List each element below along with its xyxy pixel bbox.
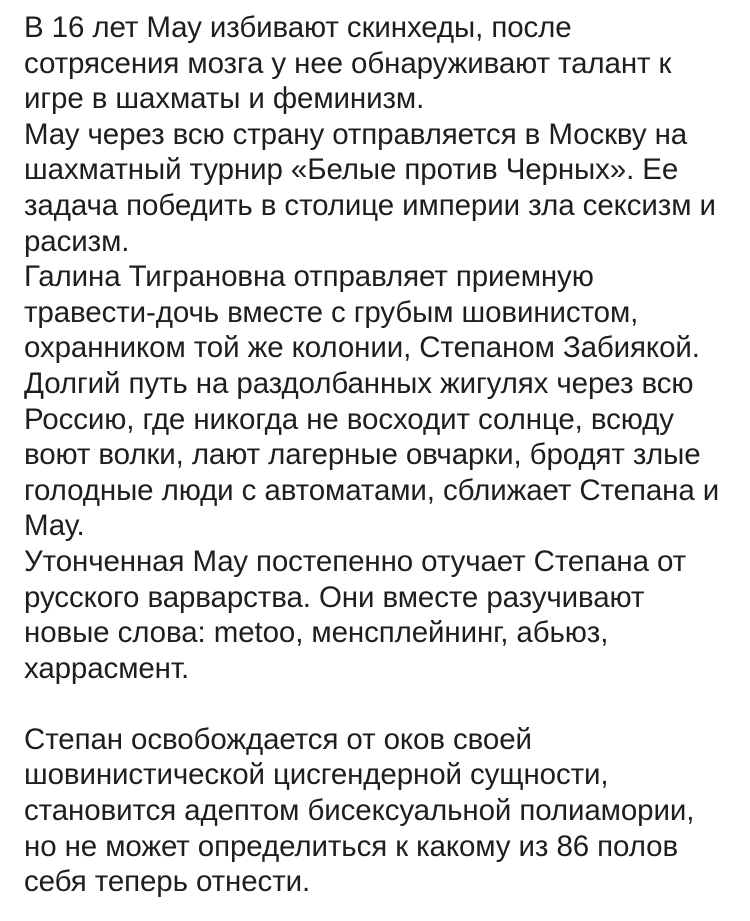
paragraph-3 — [24, 259, 734, 544]
text-line: Утонченная Мау постепенно отучает Степана от — [24, 544, 687, 578]
post-body — [24, 10, 734, 900]
text-line: но не может определиться к какому из 86 полов — [24, 829, 679, 863]
text-line: шахматный турнир «Белые против Черных». Ее — [24, 153, 679, 187]
text-line: расизм. — [24, 224, 130, 258]
text-line: задача победить в столице империи зла сексизм и — [24, 188, 716, 222]
text-line: охранником той же колонии, Степаном Забиякой. — [24, 331, 700, 365]
text-line: воют волки, лают лагерные овчарки, бродят злые — [24, 438, 701, 472]
text-line: голодные люди с автоматами, сближает Степана и — [24, 473, 720, 507]
paragraph-gap — [24, 686, 734, 722]
text-line: русского варварства. Они вместе разучивают — [24, 580, 645, 614]
text-line: шовинистической цисгендерной сущности, — [24, 758, 609, 792]
text-line: травести-дочь вместе с грубым шовинистом, — [24, 295, 639, 329]
text-line: игре в шахматы и феминизм. — [24, 82, 425, 116]
text-line: становится адептом бисексуальной полиамории, — [24, 794, 695, 828]
text-line: Мау через всю страну отправляется в Москву на — [24, 117, 688, 151]
text-line: сотрясения мозга у нее обнаруживают талант к — [24, 46, 672, 80]
paragraph-5 — [24, 722, 734, 900]
text-line: Мау. — [24, 509, 85, 543]
paragraph-4 — [24, 544, 734, 686]
text-line: новые слова: metoo, менсплейнинг, абьюз, — [24, 616, 609, 650]
text-line: Степан освобождается от оков своей — [24, 722, 532, 756]
paragraph-1 — [24, 10, 734, 117]
text-line: себя теперь отнести. — [24, 865, 311, 899]
text-line: харрасмент. — [24, 651, 190, 685]
text-line: Долгий путь на раздолбанных жигулях через всю — [24, 366, 694, 400]
text-line: В 16 лет Мау избивают скинхеды, после — [24, 11, 572, 44]
text-line: Галина Тиграновна отправляет приемную — [24, 260, 594, 294]
text-line: Россию, где никогда не восходит солнце, всюду — [24, 402, 674, 436]
paragraph-2 — [24, 117, 734, 259]
